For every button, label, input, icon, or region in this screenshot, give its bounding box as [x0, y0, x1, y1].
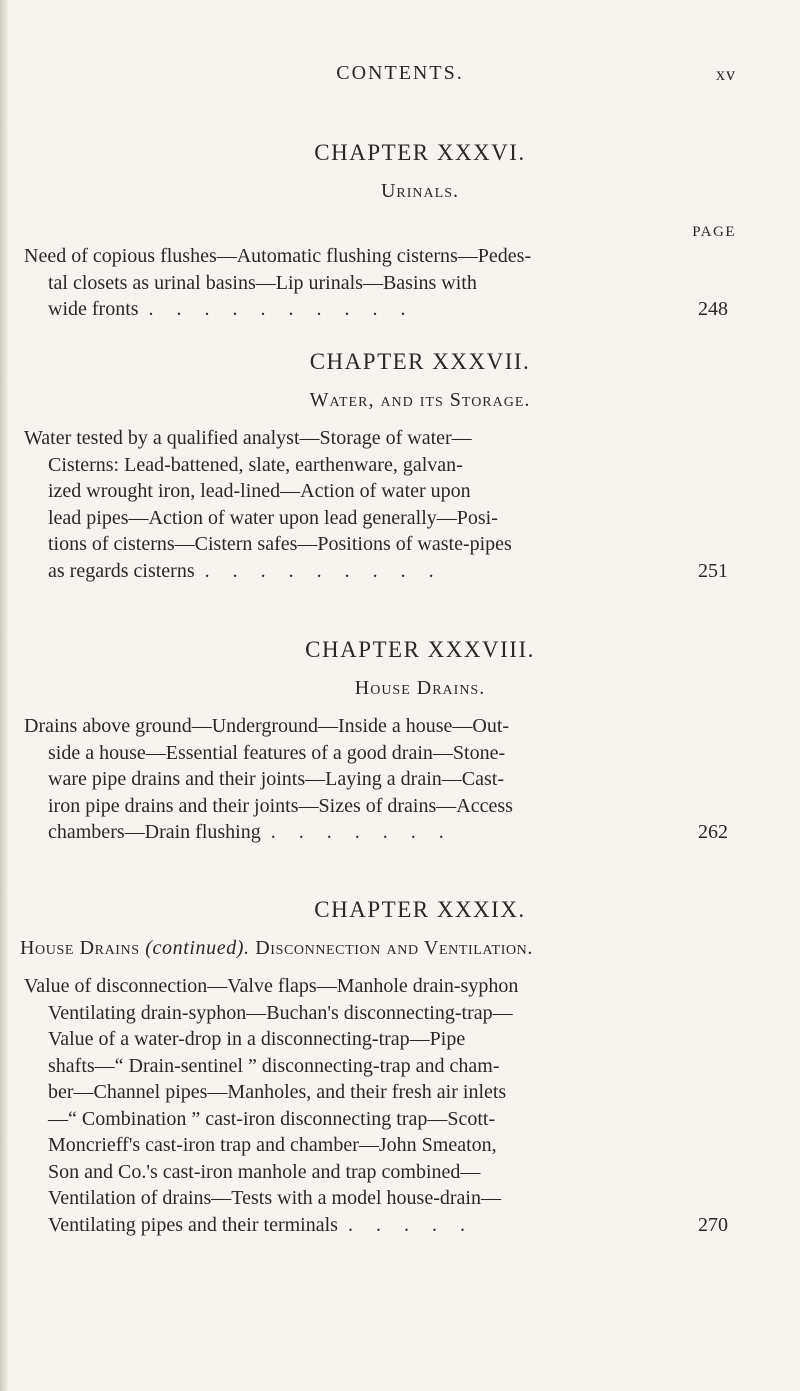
entry-line: tal closets as urinal basins—Lip urinals—Basins with: [48, 271, 477, 294]
entry-line: lead pipes—Action of water upon lead generally—Posi-: [48, 506, 498, 529]
entry-page-number: 270: [698, 1213, 728, 1236]
subtitle-continued: (continued).: [145, 937, 250, 959]
entry-line: as regards cisterns: [48, 559, 195, 582]
chapter-heading-37: [0, 349, 800, 412]
entry-page-number: 251: [698, 559, 728, 582]
chapter-title: CHAPTER XXXVIII.: [305, 637, 535, 662]
contents-entry-36: [24, 243, 752, 323]
dot-leader: . . . . . . .: [270, 821, 453, 843]
entry-last-line: [24, 1212, 752, 1239]
subtitle-part: House Drains: [20, 937, 140, 959]
entry-line: Cisterns: Lead-battened, slate, earthenware, galvan-: [48, 453, 463, 476]
dot-leader: . . . . . . . . .: [204, 559, 443, 582]
subtitle-part: Disconnection and Ventilation.: [255, 937, 533, 959]
chapter-subtitle: [20, 937, 800, 960]
chapter-subtitle: Urinals.: [380, 180, 459, 202]
entry-line: ware pipe drains and their joints—Laying a drain—Cast-: [48, 768, 504, 790]
chapter-heading-39: [0, 897, 800, 960]
entry-line: Need of copious flushes—Automatic flushing cisterns—Pedes-: [24, 245, 532, 267]
contents-entry-38: [24, 713, 752, 846]
chapter-subtitle: Water, and its Storage.: [309, 389, 531, 411]
chapter-title: CHAPTER XXXVI.: [314, 140, 526, 165]
entry-line: chambers—Drain flushing: [48, 821, 261, 843]
entry-line: Water tested by a qualified analyst—Storage of water—: [24, 427, 472, 449]
entry-line: side a house—Essential features of a good drain—Stone-: [48, 741, 506, 764]
entry-line: tions of cisterns—Cistern safes—Positions of waste-pipes: [48, 533, 512, 555]
entry-line: ber—Channel pipes—Manholes, and their fresh air inlets: [48, 1081, 507, 1103]
chapter-heading-36: [0, 140, 800, 203]
entry-line: Drains above ground—Underground—Inside a house—Out-: [24, 715, 510, 737]
entry-line: shafts—“ Drain-sentinel ” disconnecting-trap and cham-: [48, 1054, 500, 1077]
entry-last-line: [24, 819, 752, 846]
contents-entry-37: [24, 425, 752, 584]
dot-leader: . . . . . . . . . .: [148, 298, 415, 320]
entry-line: Ventilating pipes and their terminals: [48, 1213, 338, 1236]
chapter-title: CHAPTER XXXVII.: [309, 349, 531, 374]
entry-line: Value of a water-drop in a disconnecting-trap—Pipe: [48, 1028, 466, 1050]
page-column-label: PAGE: [692, 224, 736, 240]
entry-line: iron pipe drains and their joints—Sizes of drains—Access: [48, 794, 513, 817]
entry-last-line: [24, 296, 752, 323]
entry-line: Value of disconnection—Valve flaps—Manhole drain-syphon: [24, 975, 519, 997]
entry-page-number: 262: [698, 821, 728, 843]
chapter-title: CHAPTER XXXIX.: [314, 897, 526, 922]
entry-last-line: [24, 558, 752, 585]
contents-entry-39: [24, 973, 752, 1238]
entry-page-number: 248: [698, 298, 728, 320]
entry-line: wide fronts: [48, 298, 139, 320]
entry-line: —“ Combination ” cast-iron disconnecting trap—Scott-: [48, 1107, 496, 1130]
chapter-subtitle: House Drains.: [354, 677, 486, 699]
chapter-heading-38: [0, 637, 800, 700]
entry-line: Ventilation of drains—Tests with a model house-drain—: [48, 1187, 501, 1209]
running-head-page-numeral: xv: [716, 64, 736, 84]
entry-line: Ventilating drain-syphon—Buchan's disconnecting-trap—: [48, 1001, 513, 1024]
running-head-title: CONTENTS.: [336, 62, 464, 84]
dot-leader: . . . . .: [347, 1213, 474, 1236]
entry-line: Moncrieff's cast-iron trap and chamber—John Smeaton,: [48, 1134, 497, 1156]
entry-line: Son and Co.'s cast-iron manhole and trap combined—: [48, 1160, 481, 1183]
entry-line: ized wrought iron, lead-lined—Action of water upon: [48, 480, 471, 502]
